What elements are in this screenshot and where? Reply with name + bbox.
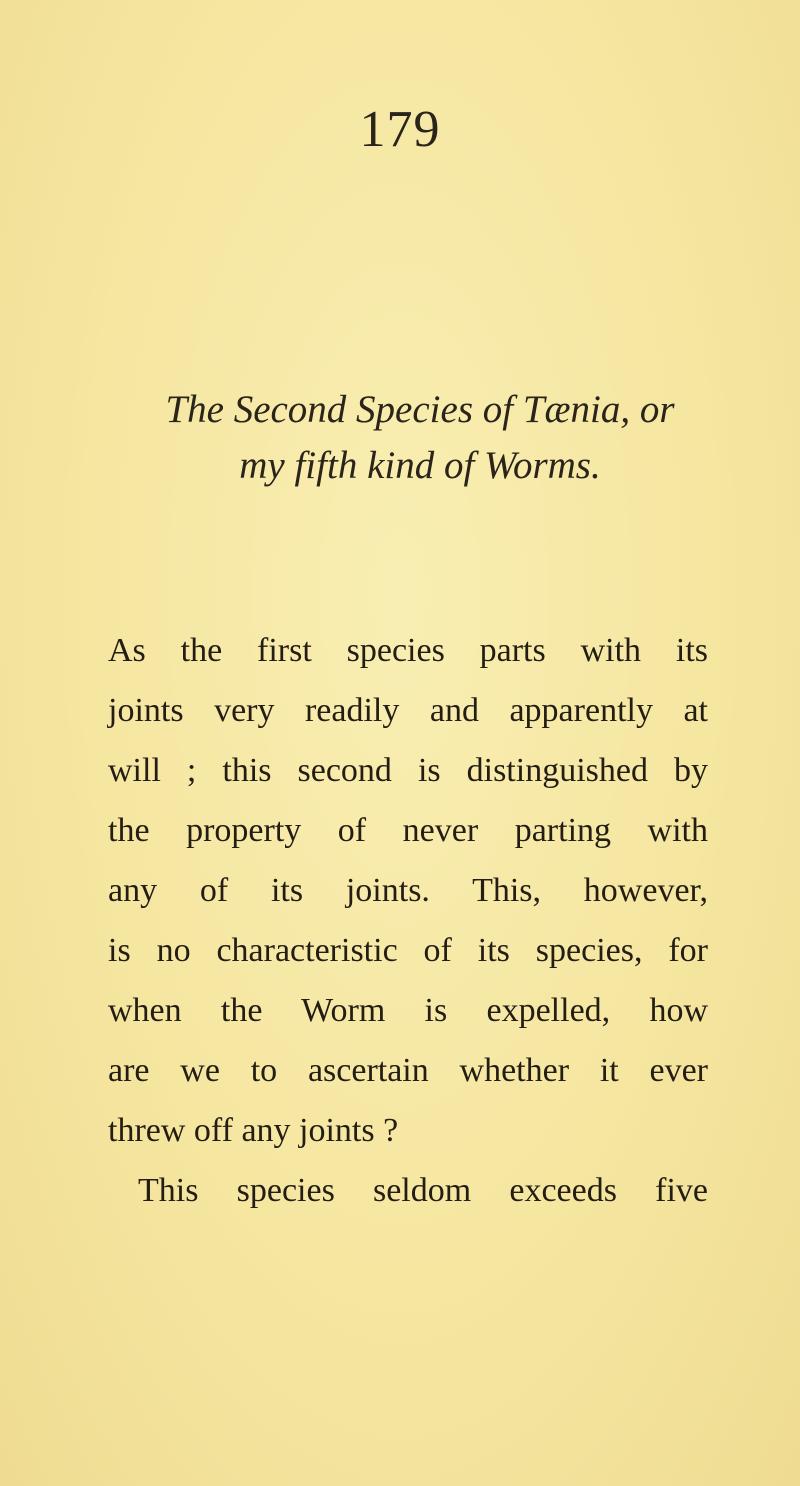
text-line: threw off any joints ?: [108, 1112, 399, 1149]
text-line: This species seldom exceeds five: [138, 1172, 708, 1209]
text-line: the property of never parting with: [108, 812, 708, 849]
text-line: will ; this second is distinguished by: [108, 752, 708, 789]
text-line: is no characteristic of its species, for: [108, 932, 708, 969]
body-text: [108, 621, 708, 1221]
text-line: joints very readily and apparently at: [108, 692, 708, 729]
text-line: when the Worm is expelled, how: [108, 992, 708, 1029]
text-line: any of its joints. This, however,: [108, 872, 708, 909]
section-heading: [90, 382, 750, 494]
heading-line: my fifth kind of Worms.: [239, 444, 601, 487]
page-number: 179: [359, 101, 441, 158]
text-line: are we to ascertain whether it ever: [108, 1052, 708, 1089]
text-line: As the first species parts with its: [108, 632, 708, 669]
heading-line: The Second Species of Tænia, or: [165, 388, 675, 431]
